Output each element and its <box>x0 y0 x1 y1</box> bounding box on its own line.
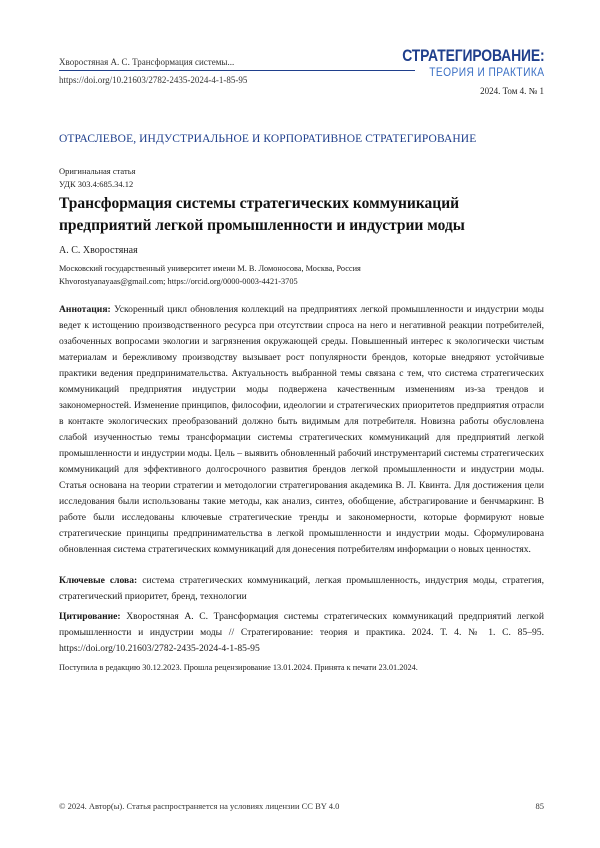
keywords-label: Ключевые слова: <box>59 575 138 586</box>
page-number: 85 <box>535 801 544 811</box>
journal-logo <box>371 47 544 79</box>
keywords <box>59 573 544 605</box>
journal-name-line2: ТЕОРИЯ И ПРАКТИКА <box>428 65 544 79</box>
running-title: Хворостяная А. С. Трансформация системы... <box>59 57 235 67</box>
citation <box>59 609 544 657</box>
article-title: Трансформация системы стратегических коммуникаций предприятий легкой промышленности и индустрии моды <box>59 195 465 234</box>
license-notice: © 2024. Автор(ы). Статья распространяется на условиях лицензии CC BY 4.0 <box>59 801 340 811</box>
abstract-label: Аннотация: <box>59 304 111 315</box>
header-rule <box>59 70 415 71</box>
header-doi[interactable]: https://doi.org/10.21603/2782-2435-2024-4-1-85-95 <box>59 75 248 85</box>
udk-code: УДК 303.4:685.34.12 <box>59 179 134 189</box>
citation-label: Цитирование: <box>59 611 121 622</box>
author-name: А. С. Хворостяная <box>59 245 138 256</box>
keywords-text: система стратегических коммуникаций, легкая промышленность, индустрия моды, стратегия, стратегический приоритет, бренд, технологии <box>59 575 544 602</box>
journal-name-line1: СТРАТЕГИРОВАНИЕ: <box>401 46 544 65</box>
submission-dates: Поступила в редакцию 30.12.2023. Прошла рецензирование 13.01.2024. Принята к печати 23.01.2024. <box>59 663 418 672</box>
author-contact[interactable]: Khvorostyanayaas@gmail.com; https://orcid.org/0000-0003-4421-3705 <box>59 277 298 286</box>
citation-text: Хворостяная А. С. Трансформация системы стратегических коммуникаций предприятий легкой промышленности и индустрии моды // Стратегирование: теория и практика. 2024. Т. 4. № 1. С. 85–95. https://doi.org/10.21603/2782-2435-2024-4-1-85-95 <box>59 611 544 654</box>
issue-info: 2024. Том 4. № 1 <box>480 86 544 96</box>
article-type: Оригинальная статья <box>59 166 136 176</box>
abstract <box>59 302 544 558</box>
author-affiliation: Московский государственный университет имени М. В. Ломоносова, Москва, Россия <box>59 264 361 273</box>
abstract-text: Ускоренный цикл обновления коллекций на предприятиях легкой промышленности и индустрии моды ведет к истощению производственного ресурса при отсутствии спроса на него и негативной реакции потребителей, озабоченных вопросами экологии и загрязнения окружающей среды. Повышенный интерес к экологически чистым материалам и бережливому производству вызывает рост популярности брендов, которые внедряют устойчивые практики ведения предпринимательства. Актуальность выбранной темы связана с тем, что система стратегических коммуникаций предприятия индустрии моды подвержена качественным изменениям из-за трендов и закономерностей. Изменение принципов, философии, идеологии и стратегических приоритетов предприятия отрасли в контакте экологических преобразований должно быть видимым для потребителя. Новизна работы обусловлена слабой изученностью темы трансформации системы стратегических коммуникаций для предприятий легкой промышленности и индустрии моды. Цель – выявить обновленный рабочий инструментарий системы стратегических коммуникаций для эффективного долгосрочного развития брендов легкой промышленности и индустрии моды. Статья основана на теории стратегии и методологии стратегирования академика В. Л. Квинта. Для достижения цели исследования были использованы такие методы, как анализ, синтез, обобщение, абстрагирование и бенчмаркинг. В работе были исследованы ключевые стратегические тренды и закономерности, которые формируют новые стратегические принципы предпринимательства в легкой промышленности и индустрии моды. Сформулирована обновленная система стратегических коммуникаций для донесения потребителям информации о новых ценностях. <box>59 304 545 555</box>
section-heading: ОТРАСЛЕВОЕ, ИНДУСТРИАЛЬНОЕ И КОРПОРАТИВНОЕ СТРАТЕГИРОВАНИЕ <box>59 133 477 145</box>
